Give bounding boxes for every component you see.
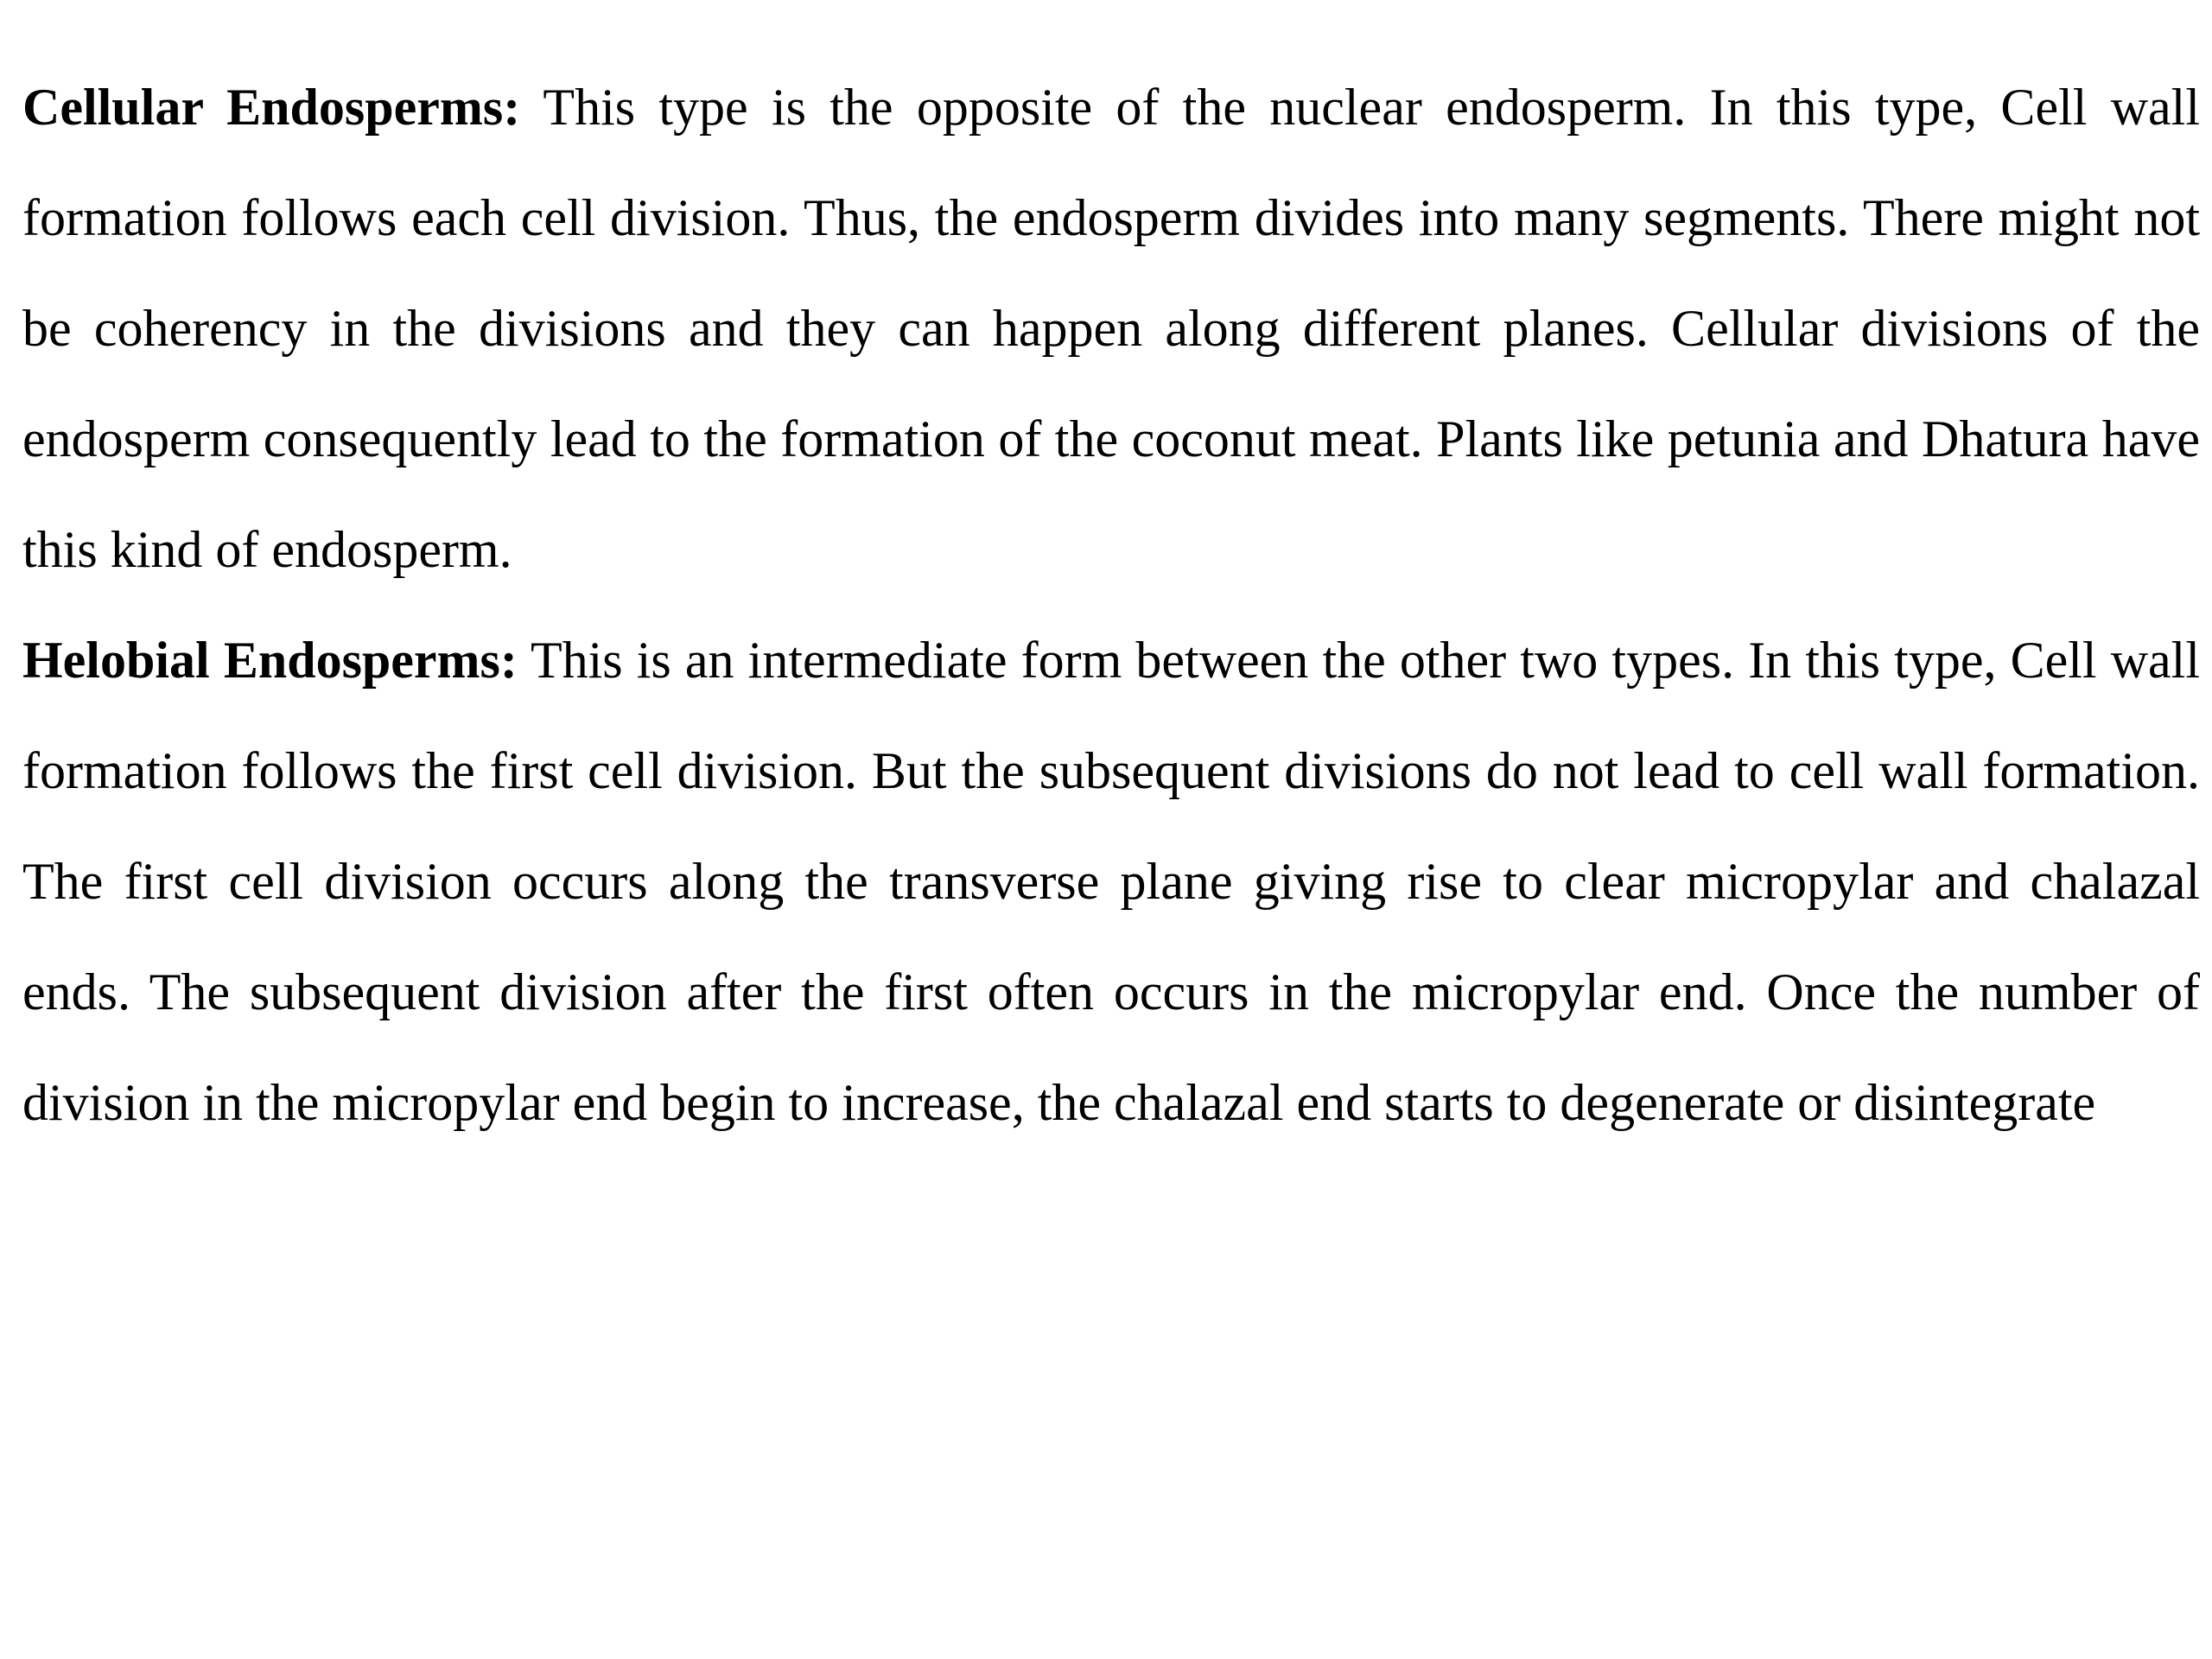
paragraph-text-cellular-endosperms: This type is the opposite of the nuclear endosperm. In this type, Cell wall formation follows each cell division. Thus, the endosperm divides into many segments. There might not be coherency in the divisions and they can happen along different planes. Cellular divisions of the endosperm consequently lead to the formation of the coconut meat. Plants like petunia and Dhatura have this kind of endosperm.	[22, 79, 2200, 578]
paragraph-cellular-endosperms	[22, 52, 2200, 605]
paragraph-helobial-endosperms	[22, 605, 2200, 1158]
paragraph-text-helobial-endosperms: This is an intermediate form between the other two types. In this type, Cell wall formation follows the first cell division. But the subsequent divisions do not lead to cell wall formation. The first cell division occurs along the transverse plane giving rise to clear micropylar and chalazal ends. The subsequent division after the first often occurs in the micropylar end. Once the number of division in the micropylar end begin to increase, the chalazal end starts to degenerate or disintegrate	[22, 632, 2201, 1131]
document-body	[22, 52, 2200, 1158]
term-helobial-endosperms: Helobial Endosperms:	[22, 632, 518, 689]
term-cellular-endosperms: Cellular Endosperms:	[22, 79, 521, 136]
